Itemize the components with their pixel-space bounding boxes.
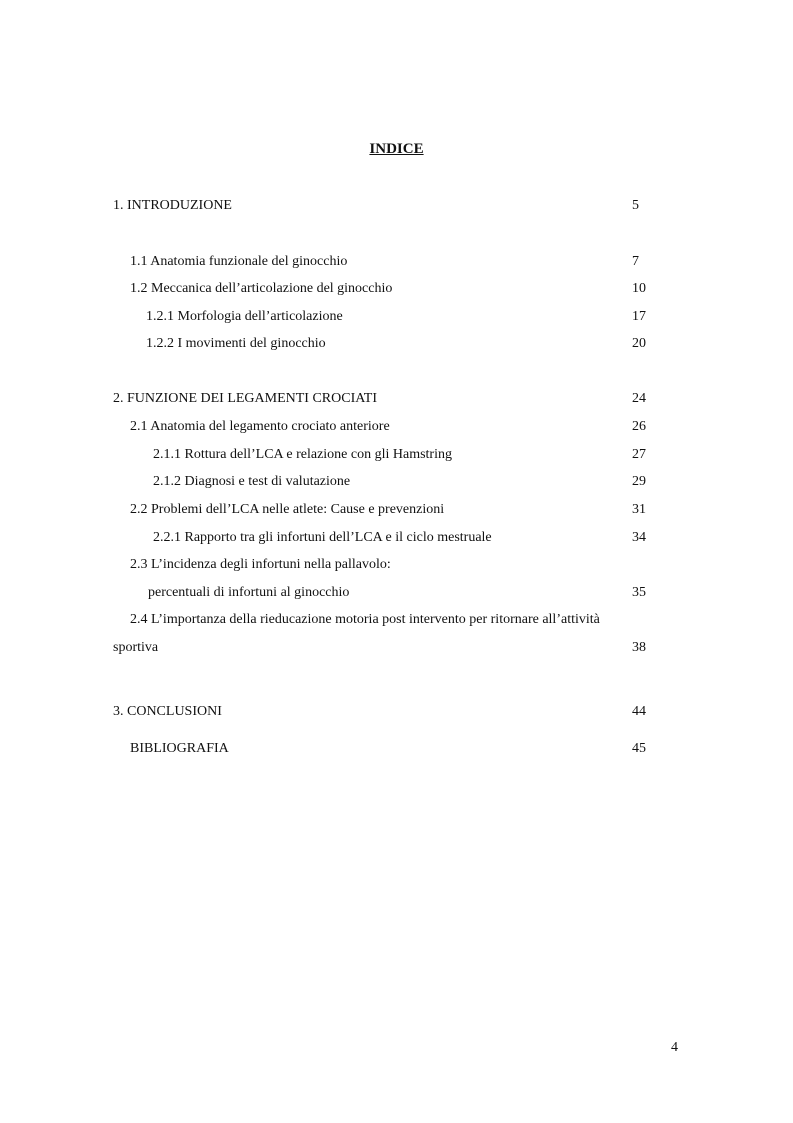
toc-entry-2-4 xyxy=(0,610,793,630)
toc-entry-1-1 xyxy=(0,252,793,272)
page-number: 4 xyxy=(671,1040,678,1055)
toc-entry-1-2-1 xyxy=(0,307,793,327)
toc-entry-bibliografia xyxy=(0,739,793,759)
toc-entry-label: 1. INTRODUZIONE xyxy=(113,198,232,213)
toc-entry-label: 2.1.2 Diagnosi e test di valutazione xyxy=(153,474,351,489)
toc-entry-label: 2.2 Problemi dell’LCA nelle atlete: Cause e prevenzioni xyxy=(130,502,445,517)
toc-entry-label: 2.1 Anatomia del legamento crociato anteriore xyxy=(130,419,390,434)
toc-entry-page: 24 xyxy=(632,391,646,406)
toc-entry-2-3-cont xyxy=(0,583,793,603)
toc-entry-label: 2. FUNZIONE DEI LEGAMENTI CROCIATI xyxy=(113,391,378,406)
toc-entry-1-2-2 xyxy=(0,334,793,354)
toc-entry-label: 1.2.1 Morfologia dell’articolazione xyxy=(146,309,343,324)
toc-entry-page: 35 xyxy=(632,585,646,600)
toc-entry-page: 17 xyxy=(632,309,646,324)
toc-entry-label: sportiva xyxy=(113,640,159,655)
toc-entry-page: 10 xyxy=(632,281,646,296)
toc-entry-2-3 xyxy=(0,555,793,575)
toc-entry-page: 26 xyxy=(632,419,646,434)
toc-entry-label: 2.4 L’importanza della rieducazione motoria post intervento per ritornare all’attività xyxy=(130,612,600,627)
toc-entry-page: 7 xyxy=(632,254,639,269)
toc-entry-page: 20 xyxy=(632,336,646,351)
toc-entry-label: 3. CONCLUSIONI xyxy=(113,704,222,719)
toc-entry-label: 2.1.1 Rottura dell’LCA e relazione con gli Hamstring xyxy=(153,447,452,462)
toc-entry-2-4-cont xyxy=(0,638,793,658)
toc-entry-2-2-1 xyxy=(0,528,793,548)
toc-entry-page: 29 xyxy=(632,474,646,489)
toc-entry-label: 1.2.2 I movimenti del ginocchio xyxy=(146,336,326,351)
toc-entry-2-1-1 xyxy=(0,445,793,465)
toc-entry-1 xyxy=(0,196,793,216)
toc-entry-label: 1.2 Meccanica dell’articolazione del ginocchio xyxy=(130,281,393,296)
toc-entry-2-2 xyxy=(0,500,793,520)
toc-entry-label: percentuali di infortuni al ginocchio xyxy=(148,585,350,600)
toc-entry-label: 2.2.1 Rapporto tra gli infortuni dell’LCA e il ciclo mestruale xyxy=(153,530,492,545)
page-title: INDICE xyxy=(369,141,424,157)
toc-entry-label: BIBLIOGRAFIA xyxy=(130,741,229,756)
toc-entry-page: 31 xyxy=(632,502,646,517)
toc-entry-2-1 xyxy=(0,417,793,437)
toc-entry-page: 5 xyxy=(632,198,639,213)
toc-entry-page: 38 xyxy=(632,640,646,655)
toc-entry-page: 34 xyxy=(632,530,646,545)
toc-entry-page: 45 xyxy=(632,741,646,756)
toc-entry-label: 2.3 L’incidenza degli infortuni nella pallavolo: xyxy=(130,557,391,572)
toc-entry-3 xyxy=(0,702,793,722)
toc-entry-2 xyxy=(0,389,793,409)
toc-entry-1-2 xyxy=(0,279,793,299)
toc-entry-page: 27 xyxy=(632,447,646,462)
toc-entry-page: 44 xyxy=(632,704,646,719)
toc-entry-label: 1.1 Anatomia funzionale del ginocchio xyxy=(130,254,348,269)
toc-entry-2-1-2 xyxy=(0,472,793,492)
